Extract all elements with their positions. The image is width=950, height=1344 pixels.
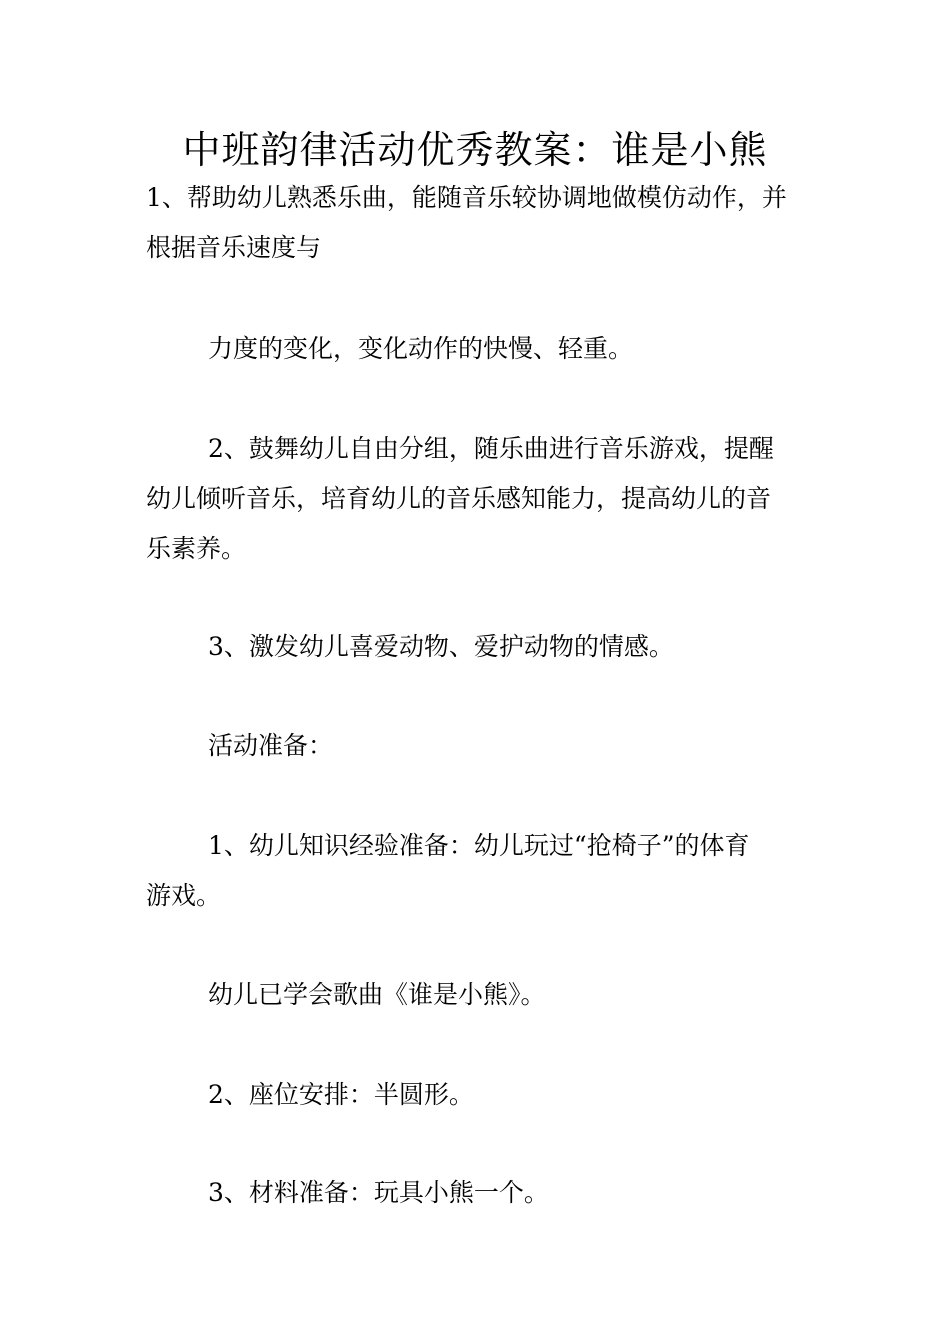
paragraph-preparation-3	[146, 1168, 806, 1218]
text-line: 力度的变化，变化动作的快慢、轻重。	[208, 334, 634, 363]
text-line: 游戏。	[146, 881, 222, 910]
text-line: 1、幼儿知识经验准备：幼儿玩过“抢椅子”的体育	[208, 831, 750, 860]
paragraph-preparation-1-cont	[146, 970, 806, 1020]
paragraph-goal-1	[146, 173, 806, 273]
paragraph-goal-1-cont	[146, 324, 806, 374]
paragraph-goal-3	[146, 622, 806, 672]
paragraph-preparation-2	[146, 1070, 806, 1120]
document-title: 中班韵律活动优秀教案：谁是小熊	[182, 128, 768, 172]
paragraph-preparation-1	[146, 821, 806, 921]
paragraph-preparation-heading	[146, 721, 806, 771]
text-line: 2、鼓舞幼儿自由分组，随乐曲进行音乐游戏，提醒	[208, 434, 774, 463]
text-line: 2、座位安排：半圆形。	[208, 1080, 474, 1109]
text-line: 3、材料准备：玩具小熊一个。	[208, 1178, 549, 1207]
text-line: 1、帮助幼儿熟悉乐曲，能随音乐较协调地做模仿动作，并	[146, 183, 787, 212]
text-line: 活动准备：	[208, 731, 334, 760]
text-line: 乐素养。	[146, 534, 247, 563]
paragraph-goal-2	[146, 424, 806, 574]
text-line: 幼儿已学会歌曲《谁是小熊》。	[208, 980, 546, 1009]
text-line: 幼儿倾听音乐，培育幼儿的音乐感知能力，提高幼儿的音	[146, 484, 772, 513]
text-line: 根据音乐速度与	[146, 233, 322, 262]
text-line: 3、激发幼儿喜爱动物、爱护动物的情感。	[208, 632, 674, 661]
